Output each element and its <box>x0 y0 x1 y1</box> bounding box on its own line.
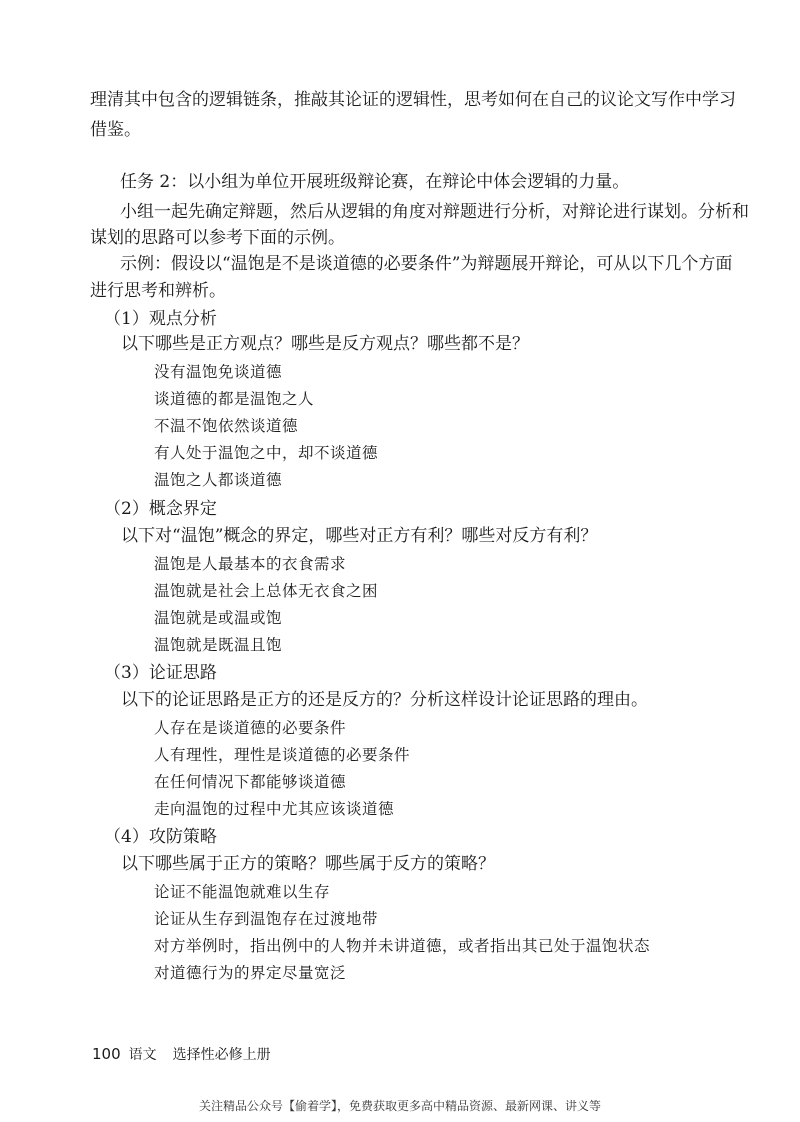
section-1-heading: （1）观点分析 <box>104 309 217 329</box>
section-1-question: 以下哪些是正方观点？哪些是反方观点？哪些都不是？ <box>121 334 529 354</box>
section-3-item: 人有理性，理性是谈道德的必要条件 <box>154 746 411 764</box>
task-para1-line1: 小组一起先确定辩题，然后从逻辑的角度对辩题进行分析，对辩论进行谋划。分析和 <box>120 202 749 222</box>
page-number: 100 <box>92 1045 121 1063</box>
section-4-item: 论证不能温饱就难以生存 <box>154 883 331 901</box>
section-3-item: 在任何情况下都能够谈道德 <box>154 773 347 791</box>
intro-line-1: 理清其中包含的逻辑链条，推敲其论证的逻辑性，思考如何在自己的议论文写作中学习 <box>90 90 736 110</box>
section-1-item: 温饱之人都谈道德 <box>154 471 283 489</box>
book-title: 选择性必修上册 <box>172 1047 271 1063</box>
section-2-item: 温饱就是社会上总体无衣食之困 <box>154 582 379 600</box>
section-4-question: 以下哪些属于正方的策略？哪些属于反方的策略？ <box>121 854 495 874</box>
section-2-item: 温饱就是既温且饱 <box>154 636 283 654</box>
section-1-item: 谈道德的都是温饱之人 <box>154 390 315 408</box>
intro-line-2: 借鉴。 <box>90 120 141 140</box>
section-2-heading: （2）概念界定 <box>104 499 217 519</box>
subject-label: 语文 <box>128 1047 157 1063</box>
section-4-item: 对方举例时，指出例中的人物并未讲道德，或者指出其已处于温饱状态 <box>154 937 651 955</box>
task-para2-line2: 进行思考和辨析。 <box>90 281 226 301</box>
page-footer <box>92 1044 271 1064</box>
watermark-text: 关注精品公众号【偷着学】，免费获取更多高中精品资源、最新网课、讲义等 <box>198 1099 601 1113</box>
section-3-heading: （3）论证思路 <box>104 663 217 683</box>
section-1-item: 不温不饱依然谈道德 <box>154 417 299 435</box>
section-2-question: 以下对“温饱”概念的界定，哪些对正方有利？哪些对反方有利？ <box>121 526 598 546</box>
section-1-item: 有人处于温饱之中，却不谈道德 <box>154 444 379 462</box>
section-4-item: 对道德行为的界定尽量宽泛 <box>154 964 347 982</box>
task-para1-line2: 谋划的思路可以参考下面的示例。 <box>90 228 345 248</box>
task-title: 任务 2：以小组为单位开展班级辩论赛，在辩论中体会逻辑的力量。 <box>120 172 630 192</box>
section-3-item: 人存在是谈道德的必要条件 <box>154 719 347 737</box>
task-para2-line1: 示例：假设以“温饱是不是谈道德的必要条件”为辩题展开辩论，可从以下几个方面 <box>120 254 733 274</box>
section-1-item: 没有温饱免谈道德 <box>154 363 283 381</box>
section-2-item: 温饱是人最基本的衣食需求 <box>154 555 347 573</box>
section-3-question: 以下的论证思路是正方的还是反方的？分析这样设计论证思路的理由。 <box>121 690 648 710</box>
section-4-item: 论证从生存到温饱存在过渡地带 <box>154 910 379 928</box>
section-3-item: 走向温饱的过程中尤其应该谈道德 <box>154 800 395 818</box>
section-4-heading: （4）攻防策略 <box>104 827 217 847</box>
section-2-item: 温饱就是或温或饱 <box>154 609 283 627</box>
